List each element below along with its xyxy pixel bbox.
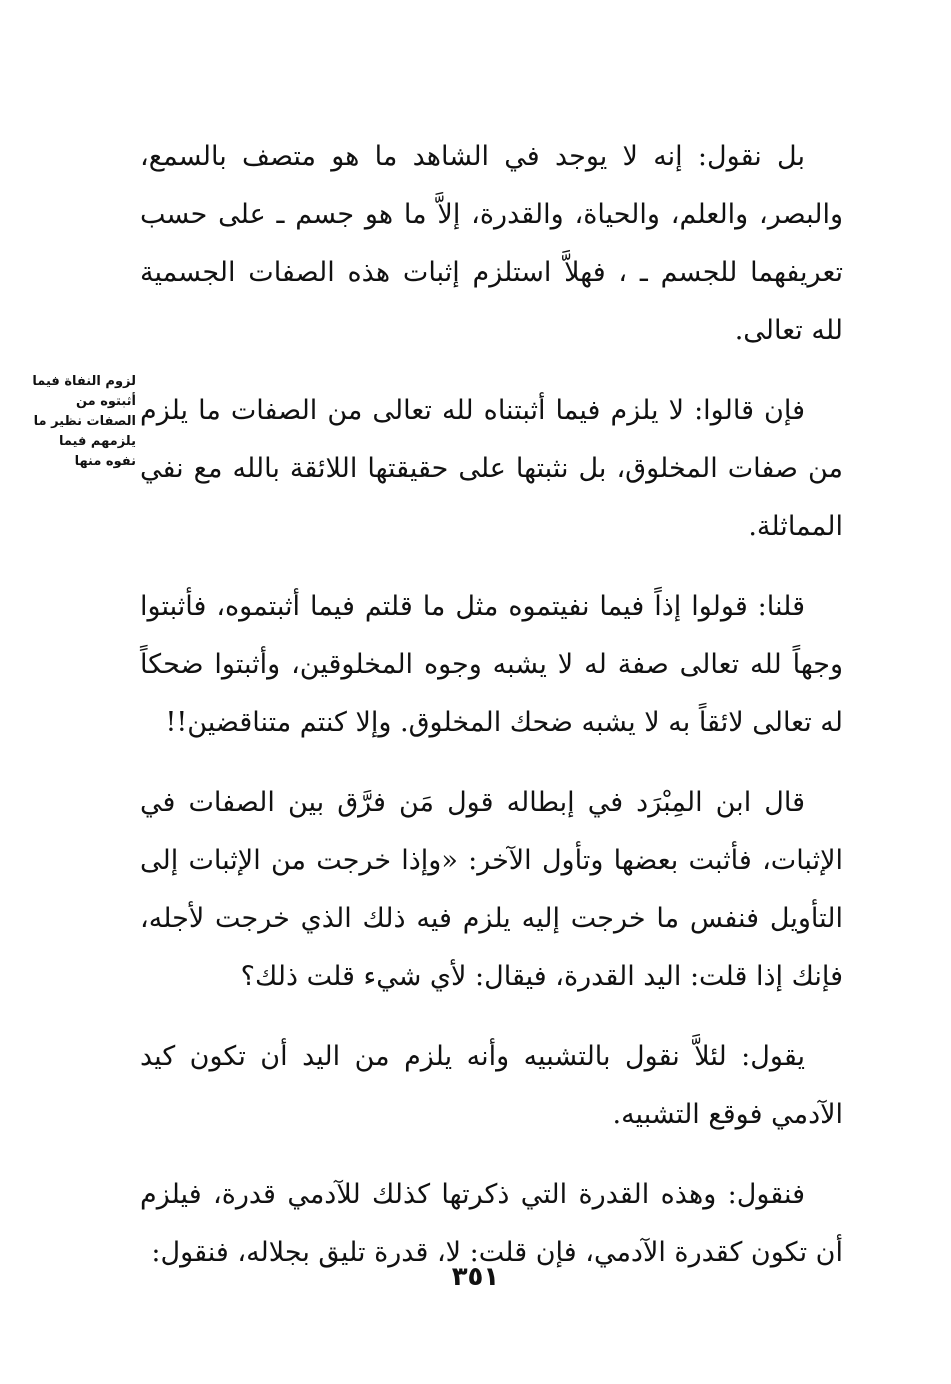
paragraph: فنقول: وهذه القدرة التي ذكرتها كذلك للآدمي قدرة، فيلزم أن تكون كقدرة الآدمي، فإن قلت: لا، قدرة تليق بجلاله، فنقول:: [140, 1179, 843, 1268]
paragraph: قلنا: قولوا إذاً فيما نفيتموه مثل ما قلتم فيما أثبتموه، فأثبتوا وجهاً لله تعالى صفة له لا يشبه وجوه المخلوقين، وأثبتوا ضحكاً له تعالى لائقاً به لا يشبه ضحك المخلوق. وإلا كنتم متناقضين!!: [140, 591, 843, 738]
paragraph: يقول: لئلاَّ نقول بالتشبيه وأنه يلزم من اليد أن تكون كيد الآدمي فوقع التشبيه.: [140, 1041, 843, 1130]
page-number: ٣٥١: [451, 1262, 500, 1292]
paragraph: بل نقول: إنه لا يوجد في الشاهد ما هو متصف بالسمع، والبصر، والعلم، والحياة، والقدرة، إلاَّ ما هو جسم ـ على حسب تعريفهما للجسم ـ ، فهلاَّ استلزم إثبات هذه الصفات الجسمية لله تعالى.: [140, 141, 843, 346]
paragraph: فإن قالوا: لا يلزم فيما أثبتناه لله تعالى من الصفات ما يلزم من صفات المخلوق، بل نثبتها على حقيقتها اللائقة بالله مع نفي المماثلة.: [140, 395, 843, 542]
paragraph: قال ابن المِبْرَد في إبطاله قول مَن فرَّق بين الصفات في الإثبات، فأثبت بعضها وتأول الآخر: «وإذا خرجت من الإثبات إلى التأويل فنفس ما خرجت إليه يلزم فيه ذلك الذي خرجت لأجله، فإنك إذا قلت: اليد القدرة، فيقال: لأي شيء قلت ذلك؟: [140, 787, 843, 992]
body-text: [140, 128, 843, 1304]
margin-note: لزوم النفاة فيما أثبتوه من الصفات نظير ما يلزمهم فيما نفوه منها: [32, 374, 136, 469]
